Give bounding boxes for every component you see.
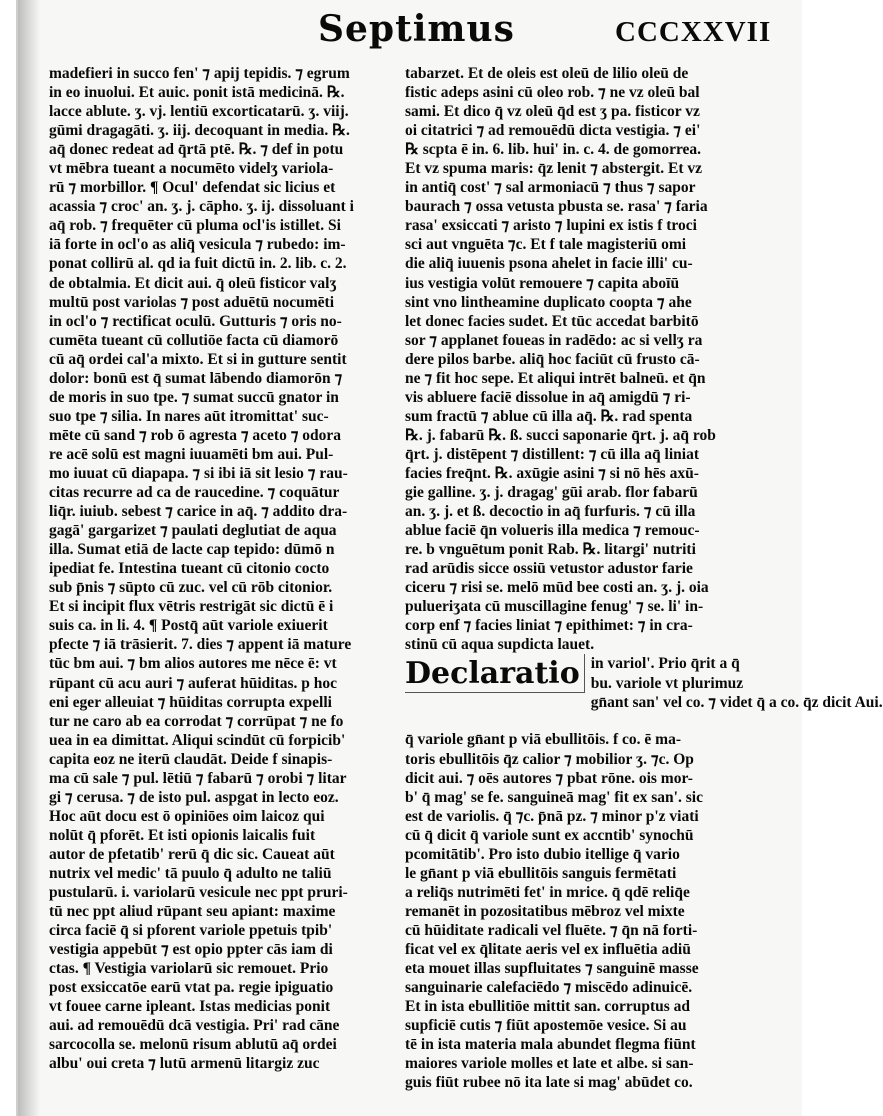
text-line: dolor: bonū est q̄ sumat lābendo diamorōn ⁊ bbox=[49, 369, 343, 387]
text-line: re. b vnguētum ponit Rab. ℞. litargi' nutriti bbox=[405, 541, 696, 559]
text-line: ipediat fe. Intestina tueant cū citonio cocto bbox=[49, 560, 330, 578]
text-line: in eo inuolui. Et auic. ponit istā medicinā. ℞. bbox=[49, 84, 345, 102]
text-line: aq̄ donec redeat ad q̄rtā ptē. ℞. ⁊ def in potu bbox=[49, 141, 344, 159]
text-line: albu' oui creta ⁊ lutū armenū litargiz zuc bbox=[49, 1055, 320, 1073]
text-line: circa faciē q̄ si pforent variole ppetuis tpib' bbox=[49, 922, 333, 940]
text-line: oi citatrici ⁊ ad remouēdū dicta vestigia. ⁊ ei' bbox=[405, 122, 701, 140]
text-line: gie galline. ʒ. j. dragag' gūi arab. flor fabarū bbox=[405, 484, 698, 502]
text-line: Et si incipit flux vētris restrigāt sic dictū ē i bbox=[49, 598, 334, 616]
text-line: sum fractū ⁊ ablue cū illa aq̄. ℞. rad spenta bbox=[405, 407, 693, 425]
text-line: iā forte in ocl'o as aliq̄ vesicula ⁊ rubedo: im- bbox=[49, 236, 346, 254]
text-line: toris ebullitōis q̄z calior ⁊ mobilior ʒ. ⁊c. Op bbox=[405, 750, 694, 768]
text-line: le gn̄ant p viā ebullitōis sanguis fermētati bbox=[405, 864, 677, 882]
text-line: nolūt q̄ pforēt. Et isti opionis laicalis fuit bbox=[49, 826, 316, 844]
text-line: stinū cū aqua supdicta lauet. bbox=[405, 636, 595, 654]
text-line: uea in ea dimittat. Aliqui scindūt cū forpicib' bbox=[49, 731, 346, 749]
declaratio-heading: Declaratio bbox=[405, 654, 585, 693]
text-line: Et in ista ebullitiōe mittit san. corruptus ad bbox=[405, 998, 691, 1016]
text-line: ficat vel ex q̄litate aeris vel ex influētia adiū bbox=[405, 940, 691, 958]
text-line: cū hūiditate radicali vel fluēte. ⁊ q̄n nā forti- bbox=[405, 921, 698, 939]
text-line: in antiq̄ cost' ⁊ sal armoniacū ⁊ thus ⁊ sapor bbox=[405, 179, 696, 197]
text-line: bu. variole vt plurimuz bbox=[590, 674, 744, 692]
text-line: rasa' exsiccati ⁊ aristo ⁊ lupini ex istis f troci bbox=[405, 217, 697, 235]
text-line: a reliq̄s nutrimēti fet' in mrice. q̄ qdē reliq̄e bbox=[405, 883, 690, 901]
text-line: aq̄ rob. ⁊ frequēter cū pluma ocl'is istillet. Si bbox=[49, 217, 341, 235]
text-line: pfecte ⁊ iā trāsierit. 7. dies ⁊ appent iā mature bbox=[49, 636, 352, 654]
text-line: ℞ scpta ē in. 6. lib. hui' in. c. 4. de gomorrea. bbox=[405, 141, 702, 159]
text-line: post exsiccatōe earū vtat pa. regie ipiguatio bbox=[49, 979, 334, 997]
text-line: eni eger alleuiat ⁊ hūiditas corrupta expelli bbox=[49, 693, 332, 711]
text-line: ctas. ¶ Vestigia variolarū sic remouet. Prio bbox=[49, 960, 329, 978]
text-line: tabarzet. Et de oleis est oleū de lilio oleū de bbox=[405, 65, 689, 82]
running-title: Septimus bbox=[318, 8, 515, 50]
text-line: remanēt in pozositatibus mēbroz vel mixte bbox=[405, 902, 685, 920]
folio-number: CCCXXVII bbox=[615, 16, 772, 48]
text-line: mo iuuat cū diapapa. ⁊ si ibi iā sit lesio ⁊ rau- bbox=[49, 464, 348, 482]
text-line: ponat collirū al. qd ia fuit dictū in. 2. lib. c. 2. bbox=[49, 255, 347, 273]
text-line: tur ne caro ab ea corrodat ⁊ corrūpat ⁊ ne fo bbox=[49, 712, 344, 730]
text-line: pustularū. i. variolarū vesicule nec ppt pruri- bbox=[49, 884, 348, 902]
text-line: vis abluere faciē dissolue in aq̄ amigdū ⁊ ri- bbox=[405, 388, 691, 406]
text-line: ius vestigia volūt remouere ⁊ capita aboīū bbox=[405, 274, 680, 292]
text-line: vt fouee carne ipleant. Istas medicias ponit bbox=[49, 998, 331, 1016]
text-line: corp enf ⁊ facies liniat ⁊ epithimet: ⁊ in cra- bbox=[405, 617, 693, 635]
text-line: rad arūdis sicce ossiū vetustor adustor farie bbox=[405, 560, 693, 578]
text-line: suo tpe ⁊ silia. In nares aūt itromittat' suc- bbox=[49, 407, 329, 425]
text-line: vestigia appebūt ⁊ est opio ppter cās iam di bbox=[49, 941, 333, 959]
text-line: sci aut vnguēta ⁊c. Et f tale magisteriū omi bbox=[405, 236, 687, 254]
right-column-upper-text bbox=[405, 64, 756, 654]
text-line: citas recurre ad ca de raucedine. ⁊ coquātur bbox=[49, 484, 340, 502]
text-line: gi ⁊ cerusa. ⁊ de isto pul. aspgat in lecto eoz. bbox=[49, 788, 339, 806]
text-line: cumēta tueant cū collutiōe facta cū diamorō bbox=[49, 331, 339, 349]
text-line: gn̄ant san' vel co. ⁊ videt q̄ a co. q̄z dicit Aui. bbox=[590, 693, 883, 711]
text-line: sor ⁊ applanet foueas in radēdo: ac si vellʒ ra bbox=[405, 331, 703, 349]
text-line: gūmi dragagāti. ʒ. iij. decoquant in media. ℞. bbox=[49, 122, 350, 140]
text-line: liq̄r. iuiub. sebest ⁊ carice in aq̄. ⁊ addito dra- bbox=[49, 503, 348, 521]
declaratio-side-text bbox=[591, 654, 883, 711]
text-line: pulueriʒata cū muscillagine fenug' ⁊ se. li' in- bbox=[405, 598, 704, 616]
text-line: in ocl'o ⁊ rectificat oculū. Gutturis ⁊ oris no- bbox=[49, 312, 342, 330]
right-column-lower-text bbox=[405, 730, 756, 1092]
text-line: maiores variole molles et late et albe. si san- bbox=[405, 1055, 694, 1073]
text-line: tūc bm aui. ⁊ bm alios autores me nēce ē: vt bbox=[49, 655, 337, 673]
text-line: autor de pfetatib' rerū q̄ dic sic. Caueat aūt bbox=[49, 845, 335, 863]
text-line: facies freq̄nt. ℞. axūgie asini ⁊ si nō hēs axū- bbox=[405, 464, 699, 482]
text-line: sarcocolla se. melonū risum ablutū aq̄ ordei bbox=[49, 1036, 337, 1054]
text-line: sami. Et dico q̄ vz oleū q̄d est ʒ pa. fisticor vz bbox=[405, 103, 700, 121]
text-line: sub p̄nis ⁊ sūpto cū zuc. vel cū rōb citonior. bbox=[49, 579, 333, 597]
text-line: vt mēbra tueant a nocumēto videlʒ variola- bbox=[49, 160, 334, 178]
left-text-column bbox=[49, 64, 395, 1073]
text-line: q̄rt. j. distēpent ⁊ distillent: ⁊ cū illa aq̄ liniat bbox=[405, 445, 699, 463]
text-line: b' q̄ mag' se fe. sanguineā mag' fit ex san'. sic bbox=[405, 788, 703, 806]
text-line: gagā' gargarizet ⁊ paulati deglutiat de aqua bbox=[49, 522, 337, 540]
text-line: sint vno lintheamine duplicato coopta ⁊ ahe bbox=[405, 293, 692, 311]
text-line: multū post variolas ⁊ post aduētū nocumēti bbox=[49, 293, 335, 311]
text-line: nutrix vel medic' tā puulo q̄ adulto ne taliū bbox=[49, 864, 332, 882]
text-line: ciceru ⁊ risi se. melō mūd bee costi an. ʒ. j. oia bbox=[405, 579, 709, 597]
text-line: dicit aui. ⁊ oēs autores ⁊ pbat rōne. ois mor- bbox=[405, 769, 693, 787]
page-gutter-shadow bbox=[18, 0, 40, 1116]
text-line: supficiē cutis ⁊ fiūt apostemōe vesice. Si au bbox=[405, 1017, 687, 1035]
text-line: ne ⁊ fit hoc sepe. Et aliqui intrēt balneū. et q̄n bbox=[405, 369, 706, 387]
text-line: capita eoz ne iterū claudāt. Deide f sinapis- bbox=[49, 750, 333, 768]
text-line: cū aq̄ ordei cal'a mixto. Et si in gutture sentit bbox=[49, 350, 347, 368]
text-line: tē in ista materia mala abundet flegma fiūnt bbox=[405, 1036, 696, 1054]
text-line: an. ʒ. j. et ß. decoctio in aq̄ furfuris. ⁊ cū illa bbox=[405, 503, 696, 521]
text-line: Et vz spuma maris: q̄z lenit ⁊ abstergit. Et vz bbox=[405, 160, 703, 178]
text-line: de obtalmia. Et dicit aui. q̄ oleū fisticor valʒ bbox=[49, 274, 337, 292]
text-line: madefieri in succo fen' ⁊ apij tepidis. ⁊ egrum bbox=[49, 65, 350, 82]
text-line: suis ca. in li. 4. ¶ Postq̄ aūt variole exiuerit bbox=[49, 617, 328, 635]
text-line: ablue faciē q̄n volueris illa medica ⁊ remouc- bbox=[405, 522, 700, 540]
text-line: ℞. j. fabarū ℞. ß. succi saponarie q̄rt. j. aq̄ rob bbox=[405, 426, 716, 444]
text-line: q̄ variole gn̄ant p viā ebullitōis. f co. ē ma- bbox=[405, 731, 681, 749]
text-line: in variol'. Prio q̄rit a q̄ bbox=[590, 655, 740, 673]
text-line: de moris in suo tpe. ⁊ sumat succū gnator in bbox=[49, 388, 339, 406]
text-line: guis fiūt rubee nō ita late si mag' abūdet co. bbox=[405, 1074, 693, 1092]
text-line: baurach ⁊ ossa vetusta pbusta se. rasa' ⁊ faria bbox=[405, 198, 708, 216]
text-line: re acē solū est magni iuuamēti bm aui. Pul- bbox=[49, 445, 334, 463]
text-line: aui. ad remouēdū dcā vestigia. Pri' rad cāne bbox=[49, 1017, 340, 1035]
text-line: acassia ⁊ croc' an. ʒ. j. cāpho. ʒ. ij. dissoluant i bbox=[49, 198, 354, 216]
text-line: lacce ablute. ʒ. vj. lentiū excorticatarū. ʒ. viij. bbox=[49, 103, 349, 121]
text-line: fistic adeps asini cū oleo rob. ⁊ ne vz oleū bal bbox=[405, 84, 700, 102]
text-line: rūpant cū acu auri ⁊ auferat hūiditas. p hoc bbox=[49, 674, 338, 692]
text-line: rū ⁊ morbillor. ¶ Ocul' defendat sic licius et bbox=[49, 179, 336, 197]
text-line: est de variolis. q̄ ⁊c. p̄nā pz. ⁊ minor p'z viati bbox=[405, 807, 699, 825]
text-line: cū q̄ dicit q̄ variole sunt ex accntib' synochū bbox=[405, 826, 694, 844]
text-line: Hoc aūt docu est ō opiniōes oim laicoz qui bbox=[49, 807, 325, 825]
text-line: dere pilos barbe. aliq̄ hoc faciūt cū frusto cā- bbox=[405, 350, 700, 368]
text-line: die aliq̄ iuuenis psona ahelet in facie illi' cu- bbox=[405, 255, 693, 273]
text-line: tū nec ppt aliud rūpant seu apiant: maxime bbox=[49, 903, 336, 921]
text-line: illa. Sumat etiā de lacte cap tepido: dūmō n bbox=[49, 541, 335, 559]
declaratio-section-start bbox=[405, 654, 883, 730]
text-line: ma cū sale ⁊ pul. lētiū ⁊ fabarū ⁊ orobi ⁊ litar bbox=[49, 769, 347, 787]
text-line: mēte cū sand ⁊ rob ō agresta ⁊ aceto ⁊ odora bbox=[49, 426, 342, 444]
text-line: let donec facies sudet. Et tūc accedat barbitō bbox=[405, 312, 699, 330]
text-line: sanguinarie calefaciēdo ⁊ miscēdo adinuicē. bbox=[405, 979, 693, 997]
right-text-column bbox=[405, 64, 883, 1092]
text-line: pcomitātib'. Pro isto dubio itellige q̄ vario bbox=[405, 845, 680, 863]
text-line: eta mouet illas supfluitates ⁊ sanguinē masse bbox=[405, 960, 699, 978]
